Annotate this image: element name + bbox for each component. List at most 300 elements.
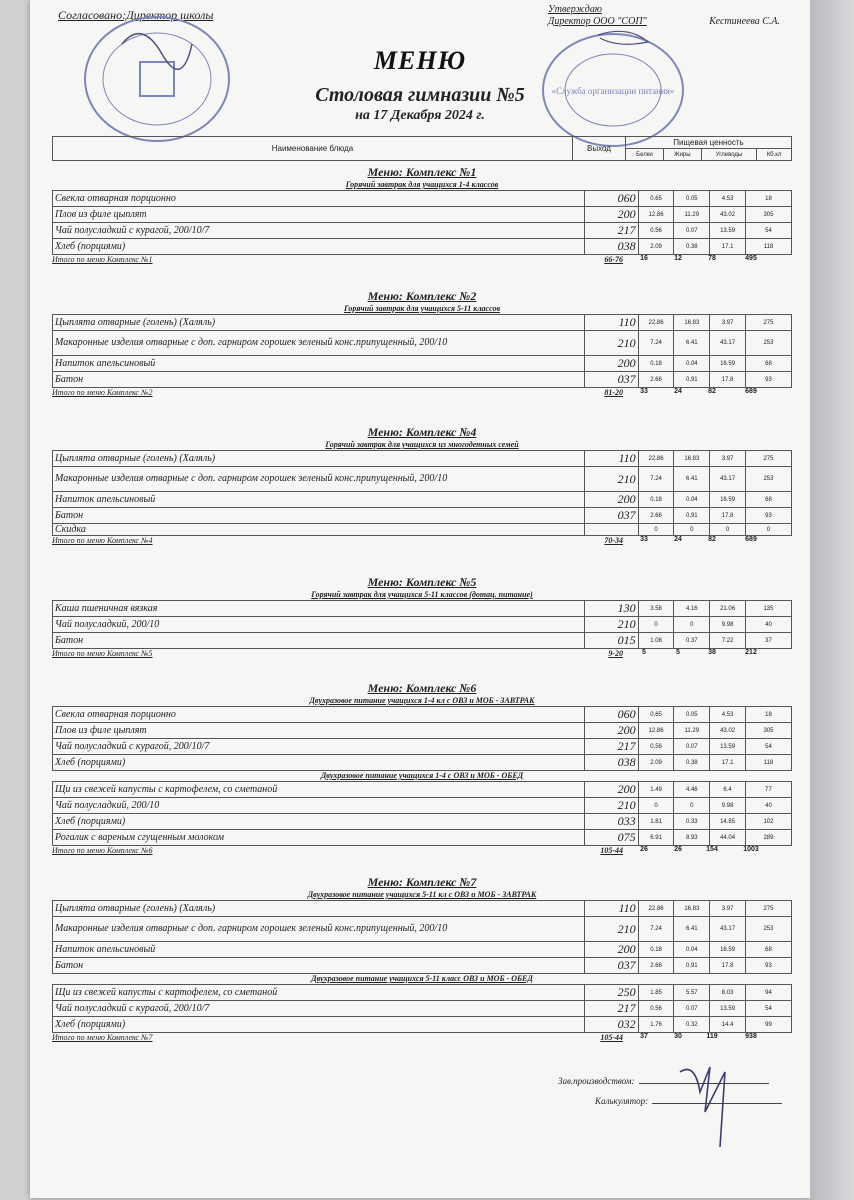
table-row [53, 1001, 792, 1017]
dish-kcal: 40 [745, 617, 791, 633]
dish-kcal: 40 [745, 798, 791, 814]
dish-fats: 11.29 [674, 207, 710, 223]
dish-name: Цыплята отварные (голень) (Халяль) [53, 901, 585, 917]
dish-carbs: 9.98 [710, 798, 746, 814]
dish-name: Напиток апельсиновый [53, 942, 585, 958]
dish-fats: 0 [674, 798, 710, 814]
table-row [53, 223, 792, 239]
items-table [52, 600, 792, 649]
dish-carbs: 43.02 [710, 723, 746, 739]
dish-output: 210 [584, 617, 638, 633]
dish-kcal: 118 [745, 239, 791, 255]
section-title: Меню: Комплекс №1 [367, 165, 477, 179]
dish-output: 217 [584, 223, 638, 239]
dish-name: Свекла отварная порционно [53, 707, 585, 723]
header-carbs: Углеводы [701, 149, 756, 161]
dish-name: Батон [53, 508, 585, 524]
dish-fats: 0.04 [674, 356, 710, 372]
page-title: МЕНЮ [373, 46, 467, 75]
dish-fats: 0.07 [674, 739, 710, 755]
dish-name: Щи из свежей капусты с картофелем, со сметаной [53, 782, 585, 798]
header-proteins: Белки [626, 149, 664, 161]
dish-fats: 0.91 [674, 958, 710, 974]
section-subtitle: Горячий завтрак для учащихся 5-11 классов [343, 304, 501, 313]
dish-name: Макаронные изделия отварные с доп. гарниром горошек зеленый конс.припущенный, 200/10 [53, 467, 585, 492]
dish-proteins: 0.56 [638, 1001, 674, 1017]
table-row [53, 239, 792, 255]
dish-name: Батон [53, 958, 585, 974]
table-row [53, 1017, 792, 1033]
school-stamp-icon [82, 14, 232, 144]
dish-carbs: 43.17 [710, 467, 746, 492]
menu-section [52, 424, 792, 547]
dish-kcal: 253 [745, 331, 791, 356]
table-header [52, 136, 792, 161]
dish-kcal: 305 [745, 207, 791, 223]
dish-output: 200 [584, 492, 638, 508]
total-proteins: 5 [642, 649, 646, 656]
dish-output: 200 [584, 782, 638, 798]
dish-carbs: 13.59 [710, 739, 746, 755]
section-total [52, 255, 792, 266]
dish-kcal: 18 [745, 191, 791, 207]
items-table [52, 190, 792, 255]
dish-name: Хлеб (порциями) [53, 239, 585, 255]
total-carbs: 82 [708, 388, 716, 395]
dish-proteins: 2.09 [638, 755, 674, 771]
dish-name: Чай полусладкий, 200/10 [53, 798, 585, 814]
page-subtitle: Столовая гимназии №5 [315, 84, 525, 106]
section-title: Меню: Комплекс №4 [367, 425, 477, 439]
dish-carbs: 21.06 [710, 601, 746, 617]
total-proteins: 33 [640, 388, 648, 395]
total-proteins: 37 [640, 1033, 648, 1040]
dish-output: 033 [584, 814, 638, 830]
total-label: Итого по меню Комплекс №6 [52, 846, 153, 855]
dish-output: 075 [584, 830, 638, 846]
section-total [52, 388, 792, 399]
total-proteins: 26 [640, 846, 648, 853]
dish-carbs: 43.17 [710, 331, 746, 356]
dish-output: 060 [584, 707, 638, 723]
dish-name: Цыплята отварные (голень) (Халяль) [53, 315, 585, 331]
dish-name: Чай полусладкий, 200/10 [53, 617, 585, 633]
total-kcal: 689 [745, 536, 757, 543]
section-subtitle: Двухразовое питание учащихся 5-11 класс ОВЗ и МОБ - ОБЕД [311, 974, 533, 983]
dish-fats: 0.04 [674, 492, 710, 508]
dish-carbs: 17.8 [710, 958, 746, 974]
dish-proteins: 0.56 [638, 739, 674, 755]
dish-kcal: 275 [745, 901, 791, 917]
approval-right-line2: Директор ООО "СОП" [548, 16, 647, 27]
total-carbs: 82 [708, 536, 716, 543]
dish-proteins: 0.18 [638, 492, 674, 508]
dish-kcal: 275 [745, 315, 791, 331]
total-kcal: 212 [745, 649, 757, 656]
section-title: Меню: Комплекс №7 [367, 875, 477, 889]
total-label: Итого по меню Комплекс №1 [52, 255, 153, 264]
dish-kcal: 54 [745, 1001, 791, 1017]
dish-name: Напиток апельсиновый [53, 356, 585, 372]
total-fats: 5 [676, 649, 680, 656]
table-row [53, 372, 792, 388]
total-proteins: 33 [640, 536, 648, 543]
dish-output: 130 [584, 601, 638, 617]
dish-name: Макаронные изделия отварные с доп. гарниром горошек зеленый конс.припущенный, 200/10 [53, 331, 585, 356]
dish-output: 037 [584, 958, 638, 974]
dish-carbs: 6.4 [710, 782, 746, 798]
dish-proteins: 0.18 [638, 942, 674, 958]
table-row [53, 207, 792, 223]
dish-output: 037 [584, 372, 638, 388]
header-kcal: Кб.кл [757, 149, 792, 161]
section-title: Меню: Комплекс №5 [367, 575, 477, 589]
header-name: Наименование блюда [53, 137, 573, 161]
approval-right-name: Кестинеева С.А. [709, 16, 780, 27]
table-row [53, 723, 792, 739]
total-label: Итого по меню Комплекс №7 [52, 1033, 153, 1042]
dish-kcal: 94 [745, 985, 791, 1001]
items-table [52, 706, 792, 771]
dish-carbs: 16.59 [710, 356, 746, 372]
dish-name: Хлеб (порциями) [53, 814, 585, 830]
table-row [53, 191, 792, 207]
dish-fats: 16.83 [674, 315, 710, 331]
dish-output: 217 [584, 739, 638, 755]
dish-output: 210 [584, 798, 638, 814]
dish-name: Чай полусладкий с курагой, 200/10/7 [53, 1001, 585, 1017]
section-subtitle: Горячий завтрак для учащихся из многодетных семей [325, 440, 519, 449]
dish-name: Цыплята отварные (голень) (Халяль) [53, 451, 585, 467]
dish-proteins: 2.66 [638, 372, 674, 388]
total-price: 105-44 [600, 1033, 623, 1042]
section-subtitle: Горячий завтрак для учащихся 1-4 классов [345, 180, 499, 189]
dish-name: Рогалик с вареным сгущенным молоком [53, 830, 585, 846]
dish-proteins: 7.24 [638, 331, 674, 356]
table-row [53, 356, 792, 372]
dish-carbs: 43.02 [710, 207, 746, 223]
table-row [53, 601, 792, 617]
dish-fats: 0.38 [674, 755, 710, 771]
table-row [53, 633, 792, 649]
dish-fats: 0 [674, 617, 710, 633]
dish-carbs: 17.1 [710, 239, 746, 255]
dish-carbs: 3.97 [710, 451, 746, 467]
total-label: Итого по меню Комплекс №5 [52, 649, 153, 658]
production-head-label: Зав.производством: [558, 1076, 635, 1086]
table-row [53, 985, 792, 1001]
total-price: 66-76 [604, 255, 623, 264]
dish-fats: 0.07 [674, 1001, 710, 1017]
dish-fats: 6.41 [674, 467, 710, 492]
dish-carbs: 17.8 [710, 508, 746, 524]
approval-left: Согласовано:Директор школы [58, 8, 214, 22]
dish-fats: 11.29 [674, 723, 710, 739]
dish-proteins: 1.81 [638, 814, 674, 830]
dish-fats: 16.83 [674, 451, 710, 467]
dish-output: 250 [584, 985, 638, 1001]
dish-output: 032 [584, 1017, 638, 1033]
dish-proteins: 2.66 [638, 508, 674, 524]
dish-name: Плов из филе цыплят [53, 723, 585, 739]
section-subtitle: Горячий завтрак для учащихся 5-11 классов (дотац. питание) [311, 590, 533, 599]
table-row [53, 739, 792, 755]
dish-carbs: 4.53 [710, 707, 746, 723]
dish-name: Батон [53, 633, 585, 649]
total-price: 70-34 [604, 536, 623, 545]
dish-name: Чай полусладкий с курагой, 200/10/7 [53, 223, 585, 239]
dish-fats: 0.04 [674, 942, 710, 958]
dish-fats: 0.37 [674, 633, 710, 649]
total-price: 9-20 [608, 649, 623, 658]
dish-fats: 4.16 [674, 601, 710, 617]
dish-proteins: 3.58 [638, 601, 674, 617]
dish-output: 060 [584, 191, 638, 207]
menu-date: на 17 Декабря 2024 г. [355, 108, 485, 123]
dish-proteins: 12.86 [638, 207, 674, 223]
signature-icon [670, 1052, 760, 1152]
dish-carbs: 16.59 [710, 942, 746, 958]
dish-kcal: 93 [745, 508, 791, 524]
dish-kcal: 102 [745, 814, 791, 830]
table-row [53, 901, 792, 917]
dish-proteins: 1.85 [638, 985, 674, 1001]
items-table [52, 781, 792, 846]
dish-name: Батон [53, 372, 585, 388]
dish-output: 210 [584, 467, 638, 492]
dish-output: 217 [584, 1001, 638, 1017]
dish-fats: 8.93 [674, 830, 710, 846]
service-stamp-text: «Служба организации питания» [551, 86, 675, 96]
dish-kcal: 93 [745, 372, 791, 388]
dish-proteins: 0.65 [638, 191, 674, 207]
dish-kcal: 305 [745, 723, 791, 739]
table-row [53, 315, 792, 331]
dish-proteins: 0 [638, 798, 674, 814]
total-kcal: 1003 [743, 846, 759, 853]
dish-name: Напиток апельсиновый [53, 492, 585, 508]
dish-proteins: 1.08 [638, 633, 674, 649]
dish-carbs: 13.59 [710, 223, 746, 239]
section-subtitle: Двухразовое питание учащихся 1-4 с ОВЗ и МОБ - ОБЕД [320, 771, 524, 780]
total-price: 105-44 [600, 846, 623, 855]
dish-name: Щи из свежей капусты с картофелем, со сметаной [53, 985, 585, 1001]
dish-carbs: 14.85 [710, 814, 746, 830]
section-title: Меню: Комплекс №2 [367, 289, 477, 303]
dish-fats: 0.33 [674, 814, 710, 830]
background-edge [810, 0, 854, 1200]
total-fats: 24 [674, 388, 682, 395]
table-row [53, 782, 792, 798]
total-carbs: 78 [708, 255, 716, 262]
dish-proteins: 0.65 [638, 707, 674, 723]
dish-kcal: 135 [745, 601, 791, 617]
dish-proteins: 0 [638, 524, 674, 536]
dish-name: Хлеб (порциями) [53, 755, 585, 771]
dish-proteins: 0.56 [638, 223, 674, 239]
dish-kcal: 99 [745, 1017, 791, 1033]
dish-proteins: 2.66 [638, 958, 674, 974]
dish-proteins: 7.24 [638, 917, 674, 942]
table-row [53, 467, 792, 492]
dish-kcal: 253 [745, 917, 791, 942]
dish-fats: 0.91 [674, 508, 710, 524]
section-total [52, 846, 792, 857]
section-total [52, 649, 792, 660]
table-row [53, 331, 792, 356]
dish-output: 110 [584, 451, 638, 467]
dish-proteins: 22.86 [638, 901, 674, 917]
dish-kcal: 54 [745, 223, 791, 239]
dish-carbs: 17.1 [710, 755, 746, 771]
dish-kcal: 275 [745, 451, 791, 467]
table-row [53, 958, 792, 974]
dish-kcal: 37 [745, 633, 791, 649]
total-carbs: 119 [706, 1033, 718, 1040]
table-row [53, 524, 792, 536]
dish-proteins: 1.76 [638, 1017, 674, 1033]
dish-proteins: 6.91 [638, 830, 674, 846]
dish-fats: 0.32 [674, 1017, 710, 1033]
dish-kcal: 68 [745, 942, 791, 958]
dish-carbs: 7.22 [710, 633, 746, 649]
dish-output: 038 [584, 755, 638, 771]
dish-fats: 0 [674, 524, 710, 536]
items-table [52, 900, 792, 974]
dish-carbs: 43.17 [710, 917, 746, 942]
dish-carbs: 17.8 [710, 372, 746, 388]
dish-fats: 5.57 [674, 985, 710, 1001]
menu-section [52, 164, 792, 266]
dish-kcal: 118 [745, 755, 791, 771]
dish-kcal: 0 [745, 524, 791, 536]
dish-name: Каша пшеничная вязкая [53, 601, 585, 617]
dish-fats: 6.41 [674, 917, 710, 942]
table-row [53, 830, 792, 846]
header-output: Выход [573, 137, 626, 161]
dish-carbs: 8.03 [710, 985, 746, 1001]
header-nutrition: Пищевая ценность [626, 137, 792, 149]
dish-carbs: 4.53 [710, 191, 746, 207]
section-subtitle: Двухразовое питание учащихся 5-11 кл с ОВЗ и МОБ - ЗАВТРАК [307, 890, 537, 899]
total-kcal: 938 [745, 1033, 757, 1040]
section-title: Меню: Комплекс №6 [367, 681, 477, 695]
approval-right-line1: Утверждаю [548, 4, 602, 15]
dish-output: 200 [584, 356, 638, 372]
calculator-label: Калькулятор: [595, 1096, 649, 1106]
dish-output: 015 [584, 633, 638, 649]
total-label: Итого по меню Комплекс №4 [52, 536, 153, 545]
dish-fats: 0.07 [674, 223, 710, 239]
dish-output: 200 [584, 723, 638, 739]
total-fats: 26 [674, 846, 682, 853]
dish-fats: 0.05 [674, 191, 710, 207]
dish-output: 200 [584, 942, 638, 958]
dish-kcal: 68 [745, 356, 791, 372]
dish-proteins: 2.09 [638, 239, 674, 255]
dish-kcal: 289 [745, 830, 791, 846]
section-subtitle: Двухразовое питание учащихся 1-4 кл с ОВЗ и МОБ - ЗАВТРАК [309, 696, 535, 705]
dish-carbs: 9.98 [710, 617, 746, 633]
menu-section [52, 874, 792, 1044]
menu-section [52, 680, 792, 857]
items-table [52, 984, 792, 1033]
dish-kcal: 18 [745, 707, 791, 723]
dish-output: 037 [584, 508, 638, 524]
dish-carbs: 0 [710, 524, 746, 536]
menu-section [52, 288, 792, 399]
items-table [52, 314, 792, 388]
dish-name: Хлеб (порциями) [53, 1017, 585, 1033]
dish-fats: 16.83 [674, 901, 710, 917]
dish-carbs: 16.59 [710, 492, 746, 508]
items-table [52, 450, 792, 536]
dish-name: Свекла отварная порционно [53, 191, 585, 207]
dish-carbs: 44.04 [710, 830, 746, 846]
table-row [53, 492, 792, 508]
dish-fats: 0.91 [674, 372, 710, 388]
menu-section [52, 574, 792, 660]
total-kcal: 689 [745, 388, 757, 395]
dish-output: 110 [584, 315, 638, 331]
header-fats: Жиры [663, 149, 701, 161]
dish-carbs: 13.59 [710, 1001, 746, 1017]
dish-name: Плов из филе цыплят [53, 207, 585, 223]
total-fats: 30 [674, 1033, 682, 1040]
table-row [53, 508, 792, 524]
table-row [53, 798, 792, 814]
total-label: Итого по меню Комплекс №2 [52, 388, 153, 397]
dish-fats: 0.38 [674, 239, 710, 255]
dish-proteins: 12.86 [638, 723, 674, 739]
dish-kcal: 68 [745, 492, 791, 508]
table-row [53, 942, 792, 958]
dish-fats: 6.41 [674, 331, 710, 356]
document-sheet [30, 0, 810, 1198]
total-carbs: 154 [706, 846, 718, 853]
table-row [53, 617, 792, 633]
dish-fats: 4.46 [674, 782, 710, 798]
dish-carbs: 3.97 [710, 901, 746, 917]
total-fats: 12 [674, 255, 682, 262]
table-row [53, 917, 792, 942]
dish-carbs: 3.97 [710, 315, 746, 331]
dish-carbs: 14.4 [710, 1017, 746, 1033]
section-total [52, 1033, 792, 1044]
dish-output: 200 [584, 207, 638, 223]
dish-output: 038 [584, 239, 638, 255]
dish-kcal: 54 [745, 739, 791, 755]
table-row [53, 451, 792, 467]
dish-kcal: 253 [745, 467, 791, 492]
dish-kcal: 93 [745, 958, 791, 974]
dish-proteins: 22.86 [638, 315, 674, 331]
total-fats: 24 [674, 536, 682, 543]
dish-proteins: 1.49 [638, 782, 674, 798]
table-row [53, 707, 792, 723]
dish-name: Чай полусладкий с курагой, 200/10/7 [53, 739, 585, 755]
dish-proteins: 22.86 [638, 451, 674, 467]
total-proteins: 16 [640, 255, 648, 262]
dish-name: Макаронные изделия отварные с доп. гарниром горошек зеленый конс.припущенный, 200/10 [53, 917, 585, 942]
total-carbs: 38 [708, 649, 716, 656]
dish-proteins: 0.18 [638, 356, 674, 372]
total-price: 81-20 [604, 388, 623, 397]
table-row [53, 814, 792, 830]
dish-output: 210 [584, 331, 638, 356]
dish-proteins: 7.24 [638, 467, 674, 492]
dish-fats: 0.05 [674, 707, 710, 723]
